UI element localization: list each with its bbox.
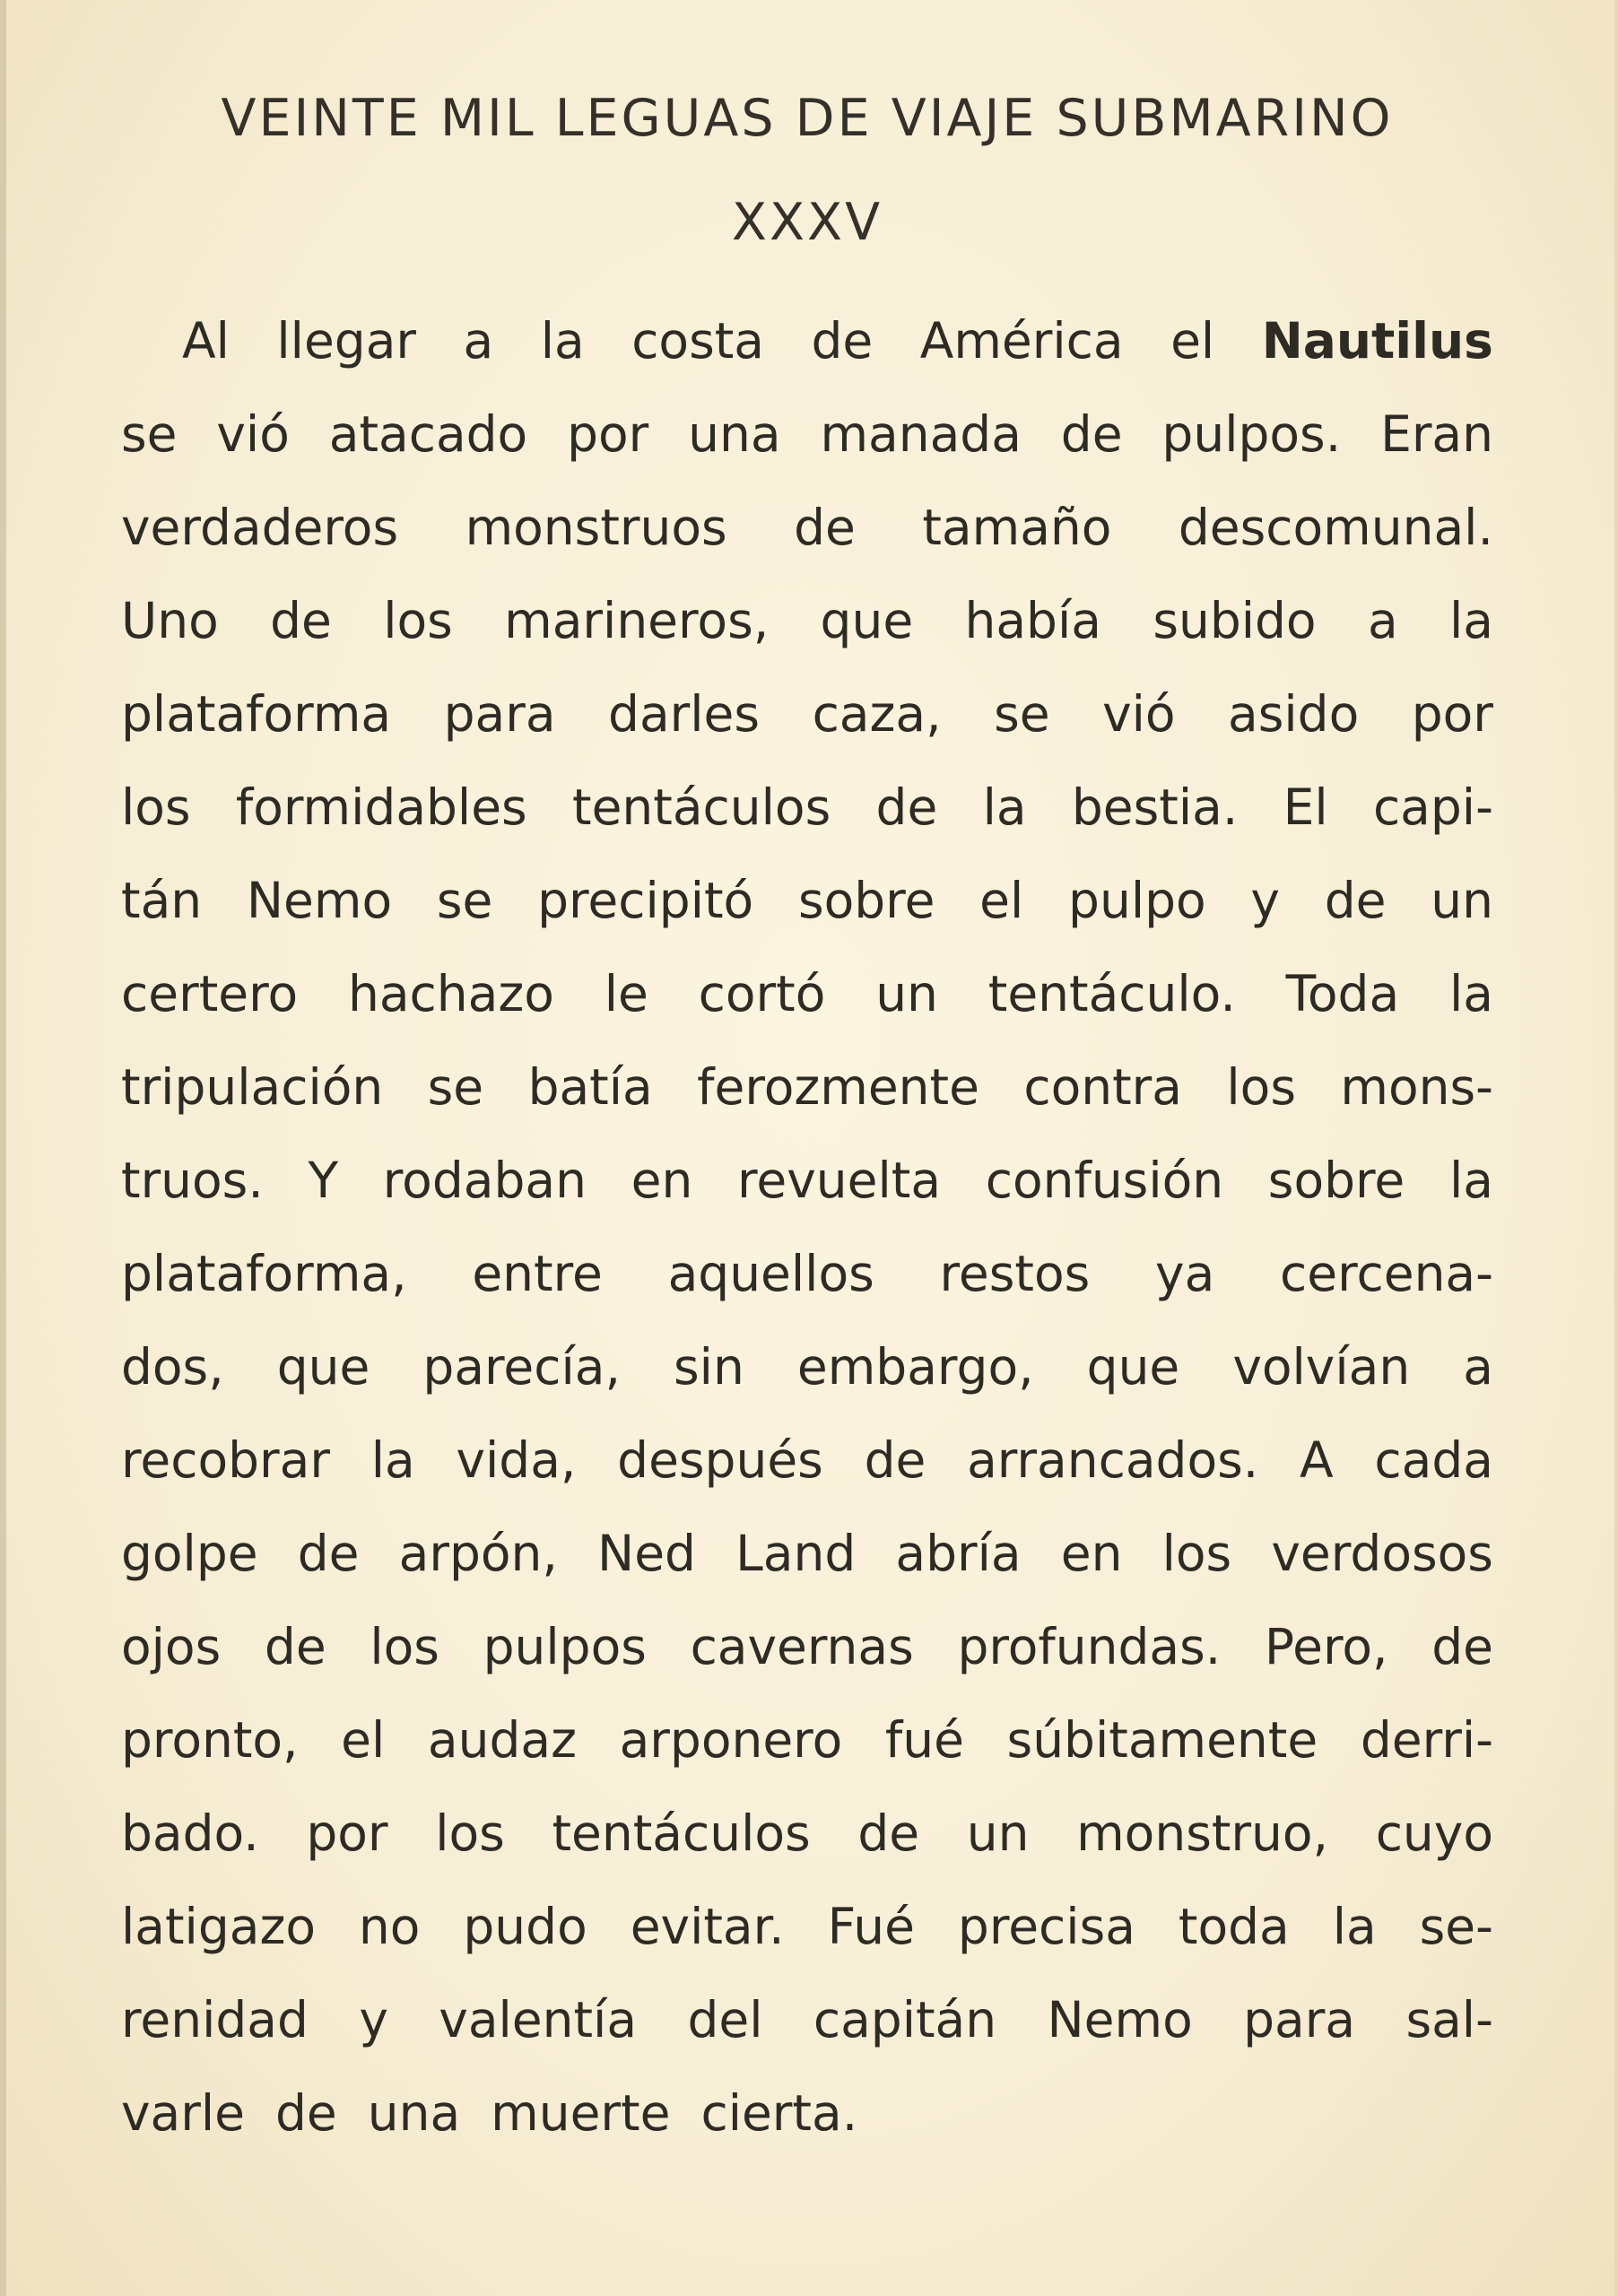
word: se: [121, 405, 178, 463]
word: de: [875, 778, 938, 836]
word: de: [264, 1618, 326, 1675]
word: arrancados.: [967, 1431, 1259, 1489]
text-line: [121, 1040, 1493, 1134]
word: América: [919, 312, 1124, 370]
word: Nemo: [1047, 1991, 1193, 2048]
word: pulpos.: [1161, 405, 1342, 463]
word: bado.: [121, 1805, 259, 1862]
word: le: [604, 965, 648, 1022]
word: había: [964, 592, 1101, 649]
word: truos.: [121, 1152, 264, 1209]
word: entre: [472, 1245, 603, 1302]
word: tamaño: [922, 499, 1112, 556]
word: ferozmente: [697, 1058, 979, 1116]
word: revuelta: [736, 1152, 942, 1209]
word: cada: [1374, 1431, 1493, 1489]
word: muerte: [491, 2084, 671, 2142]
word: tentáculos: [552, 1805, 811, 1862]
word: abría: [895, 1525, 1022, 1582]
word: cercena-: [1280, 1245, 1493, 1302]
word: monstruos: [465, 499, 727, 556]
word: plataforma,: [121, 1245, 407, 1302]
word: toda: [1178, 1898, 1290, 1955]
text-line: [121, 667, 1493, 761]
word: el: [341, 1711, 386, 1769]
word: Eran: [1380, 405, 1493, 463]
word: la: [1448, 1152, 1493, 1209]
word: El: [1283, 778, 1328, 836]
word: manada: [820, 405, 1022, 463]
word: la: [540, 312, 585, 370]
word: de: [297, 1525, 360, 1582]
word: Uno: [121, 592, 219, 649]
word: y: [1250, 872, 1280, 929]
text-line: [121, 294, 1493, 387]
word: una: [367, 2084, 461, 2142]
word: vió: [1102, 685, 1176, 743]
word: sobre: [797, 872, 935, 929]
word: se: [994, 685, 1050, 743]
ship-name: Nautilus: [1261, 312, 1493, 370]
word: el: [1170, 312, 1215, 370]
word: profundas.: [957, 1618, 1222, 1675]
word: de: [274, 2084, 337, 2142]
text-line: [121, 1693, 1493, 1787]
word: asido: [1228, 685, 1360, 743]
text-line: [121, 761, 1493, 854]
word: la: [1449, 965, 1493, 1022]
word: tripulación: [121, 1058, 384, 1116]
word: los: [435, 1805, 505, 1862]
word: los: [1161, 1525, 1232, 1582]
word: valentía: [439, 1991, 638, 2048]
word: mons-: [1340, 1058, 1493, 1116]
word: audaz: [427, 1711, 577, 1769]
word: costa: [631, 312, 764, 370]
word: aquellos: [667, 1245, 874, 1302]
word: subido: [1153, 592, 1317, 649]
word: fué: [884, 1711, 964, 1769]
word: los: [370, 1618, 439, 1675]
text-line: [121, 1973, 1493, 2066]
word: y: [359, 1991, 388, 2048]
word: evitar.: [630, 1898, 785, 1955]
word: darles: [608, 685, 761, 743]
word: monstruo,: [1076, 1805, 1329, 1862]
word: un: [966, 1805, 1030, 1862]
word: de: [857, 1805, 920, 1862]
word: Y: [308, 1152, 339, 1209]
word: cortó: [698, 965, 826, 1022]
word: de: [270, 592, 332, 649]
word: plataforma: [121, 685, 392, 743]
word: un: [1431, 872, 1493, 929]
word: se: [436, 872, 493, 929]
word: para: [443, 685, 556, 743]
text-line: [121, 574, 1493, 667]
word: los: [383, 592, 453, 649]
word: formidables: [235, 778, 527, 836]
text-line: [121, 1507, 1493, 1600]
text-block: [121, 79, 1493, 2160]
word: por: [567, 405, 649, 463]
word: hachazo: [347, 965, 554, 1022]
word: Pero,: [1264, 1618, 1388, 1675]
word: volvían: [1232, 1338, 1411, 1396]
word: Nemo: [246, 872, 393, 929]
word: se-: [1419, 1898, 1493, 1955]
word: llegar: [276, 312, 417, 370]
word: precipitó: [537, 872, 754, 929]
text-line: [121, 854, 1493, 947]
word: batía: [527, 1058, 653, 1116]
word: a: [463, 312, 494, 370]
word: se: [427, 1058, 484, 1116]
text-line: [121, 1600, 1493, 1693]
word: por: [1411, 685, 1493, 743]
word: rodaban: [382, 1152, 587, 1209]
word: de: [1060, 405, 1123, 463]
word: que: [1086, 1338, 1180, 1396]
text-line: [121, 1787, 1493, 1880]
word: descomunal.: [1178, 499, 1493, 556]
word: de: [1431, 1618, 1493, 1675]
word: la: [982, 778, 1027, 836]
word: contra: [1023, 1058, 1182, 1116]
word: capi-: [1372, 778, 1493, 836]
word: la: [1449, 592, 1493, 649]
word: no: [358, 1898, 421, 1955]
book-title: VEINTE MIL LEGUAS DE VIAJE SUBMARINO: [221, 89, 1394, 148]
word: de: [811, 312, 874, 370]
word: que: [820, 592, 914, 649]
word: A: [1300, 1431, 1334, 1489]
word: vió: [216, 405, 290, 463]
word: de: [1324, 872, 1387, 929]
word: restos: [939, 1245, 1091, 1302]
text-line: [121, 1320, 1493, 1413]
word: tentáculo.: [987, 965, 1236, 1022]
word: golpe: [121, 1525, 258, 1582]
left-edge-shadow: [0, 0, 6, 2296]
word: atacado: [328, 405, 528, 463]
word: la: [1332, 1898, 1377, 1955]
word: Ned: [597, 1525, 696, 1582]
word: en: [1060, 1525, 1123, 1582]
word: pudo: [463, 1898, 587, 1955]
word: una: [688, 405, 781, 463]
text-line: [121, 947, 1493, 1040]
word: arpón,: [398, 1525, 558, 1582]
paragraph: [121, 294, 1493, 2160]
word: súbitamente: [1006, 1711, 1318, 1769]
word: parecía,: [422, 1338, 621, 1396]
word: Toda: [1285, 965, 1400, 1022]
word: a: [1463, 1338, 1493, 1396]
word: pronto,: [121, 1711, 299, 1769]
word: varle: [121, 2084, 245, 2142]
word: certero: [121, 965, 299, 1022]
word: el: [979, 872, 1024, 929]
word: los: [121, 778, 191, 836]
word: tentáculos: [572, 778, 831, 836]
chapter-number: XXXV: [731, 193, 883, 252]
word: sin: [674, 1338, 744, 1396]
word: cierta.: [700, 2084, 858, 2142]
word: vida,: [456, 1431, 577, 1489]
word: en: [631, 1152, 693, 1209]
word: precisa: [957, 1898, 1135, 1955]
word: los: [1226, 1058, 1296, 1116]
word: confusión: [985, 1152, 1224, 1209]
word: a: [1367, 592, 1398, 649]
word: Land: [735, 1525, 857, 1582]
text-line: [121, 1134, 1493, 1227]
word: Fué: [827, 1898, 915, 1955]
word: arponero: [619, 1711, 843, 1769]
word: ojos: [121, 1618, 222, 1675]
word: un: [875, 965, 938, 1022]
word: cuyo: [1375, 1805, 1493, 1862]
word: pulpo: [1068, 872, 1206, 929]
text-line: [121, 1227, 1493, 1320]
word: dos,: [121, 1338, 224, 1396]
word: para: [1243, 1991, 1356, 2048]
word: renidad: [121, 1991, 309, 2048]
word: Al: [182, 312, 230, 370]
word: por: [306, 1805, 388, 1862]
text-line: [121, 1413, 1493, 1507]
word: cavernas: [690, 1618, 914, 1675]
word: latigazo: [121, 1898, 316, 1955]
text-line: [121, 387, 1493, 481]
right-edge-shadow: [1614, 0, 1618, 2296]
word: sobre: [1267, 1152, 1405, 1209]
word: bestia.: [1071, 778, 1239, 836]
word: después: [617, 1431, 823, 1489]
word: ya: [1155, 1245, 1215, 1302]
word: que: [276, 1338, 370, 1396]
word: verdaderos: [121, 499, 399, 556]
word: capitán: [813, 1991, 997, 2048]
word: embargo,: [796, 1338, 1034, 1396]
word: la: [370, 1431, 415, 1489]
word: tán: [121, 872, 203, 929]
text-line: [121, 1880, 1493, 1973]
word: del: [687, 1991, 763, 2048]
word: sal-: [1405, 1991, 1493, 2048]
text-line: [121, 2066, 1493, 2160]
word: marineros,: [504, 592, 770, 649]
word: de: [864, 1431, 926, 1489]
word: recobrar: [121, 1431, 330, 1489]
text-line: [121, 481, 1493, 574]
word: pulpos: [483, 1618, 647, 1675]
word: de: [794, 499, 856, 556]
word: verdosos: [1271, 1525, 1493, 1582]
word: caza,: [812, 685, 942, 743]
word: derri-: [1360, 1711, 1493, 1769]
